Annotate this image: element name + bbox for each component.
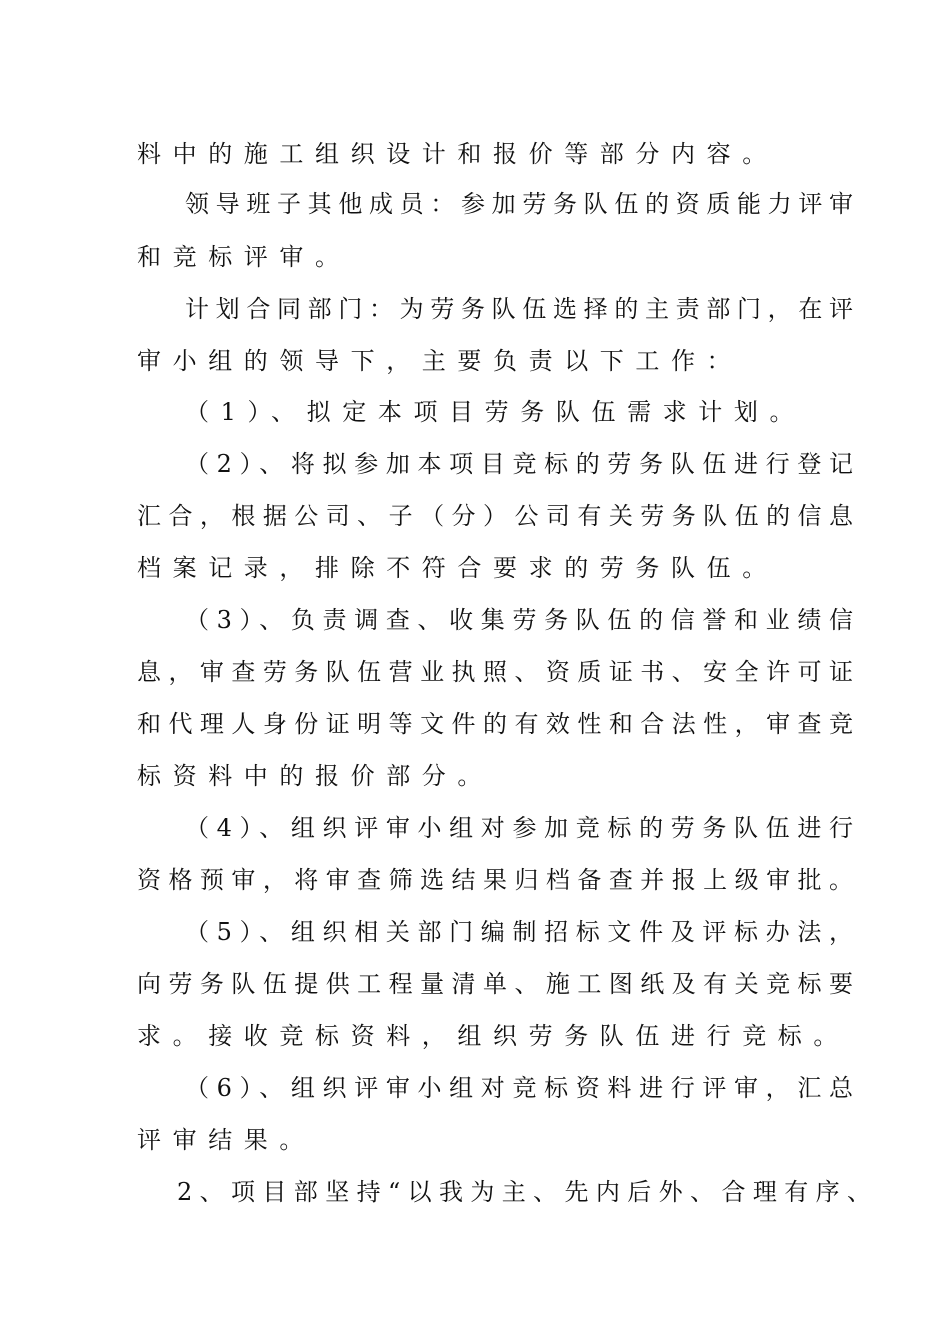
- text-line-7: （2）、将拟参加本项目竞标的劳务队伍进行登记: [185, 450, 853, 478]
- text-line-20: 评审结果。: [137, 1126, 315, 1154]
- text-line-5: 审小组的领导下，主要负责以下工作：: [137, 347, 743, 375]
- text-line-4: 计划合同部门：为劳务队伍选择的主责部门，在评: [185, 295, 853, 323]
- text-line-15: 资格预审，将审查筛选结果归档备查并报上级审批。: [137, 866, 853, 894]
- text-line-1: 料中的施工组织设计和报价等部分内容。: [137, 140, 778, 168]
- text-line-2: 领导班子其他成员：参加劳务队伍的资质能力评审: [185, 190, 853, 218]
- text-line-12: 和代理人身份证明等文件的有效性和合法性，审查竞: [137, 710, 853, 738]
- text-line-10: （3）、负责调查、收集劳务队伍的信誉和业绩信: [185, 606, 853, 634]
- text-line-9: 档案记录，排除不符合要求的劳务队伍。: [137, 554, 778, 582]
- text-line-14: （4）、组织评审小组对参加竞标的劳务队伍进行: [185, 814, 853, 842]
- text-line-17: 向劳务队伍提供工程量清单、施工图纸及有关竞标要: [137, 970, 853, 998]
- text-line-11: 息，审查劳务队伍营业执照、资质证书、安全许可证: [137, 658, 853, 686]
- text-line-8: 汇合，根据公司、子（分）公司有关劳务队伍的信息: [137, 502, 853, 530]
- text-line-13: 标资料中的报价部分。: [137, 762, 493, 790]
- text-line-3: 和竞标评审。: [137, 243, 351, 271]
- text-line-19: （6）、组织评审小组对竞标资料进行评审，汇总: [185, 1074, 853, 1102]
- text-line-16: （5）、组织相关部门编制招标文件及评标办法，: [185, 918, 853, 946]
- text-line-6: （1）、拟定本项目劳务队伍需求计划。: [185, 398, 806, 426]
- text-line-21: 2、项目部坚持“以我为主、先内后外、合理有序、: [177, 1178, 871, 1206]
- text-line-18: 求。接收竞标资料，组织劳务队伍进行竞标。: [137, 1022, 849, 1050]
